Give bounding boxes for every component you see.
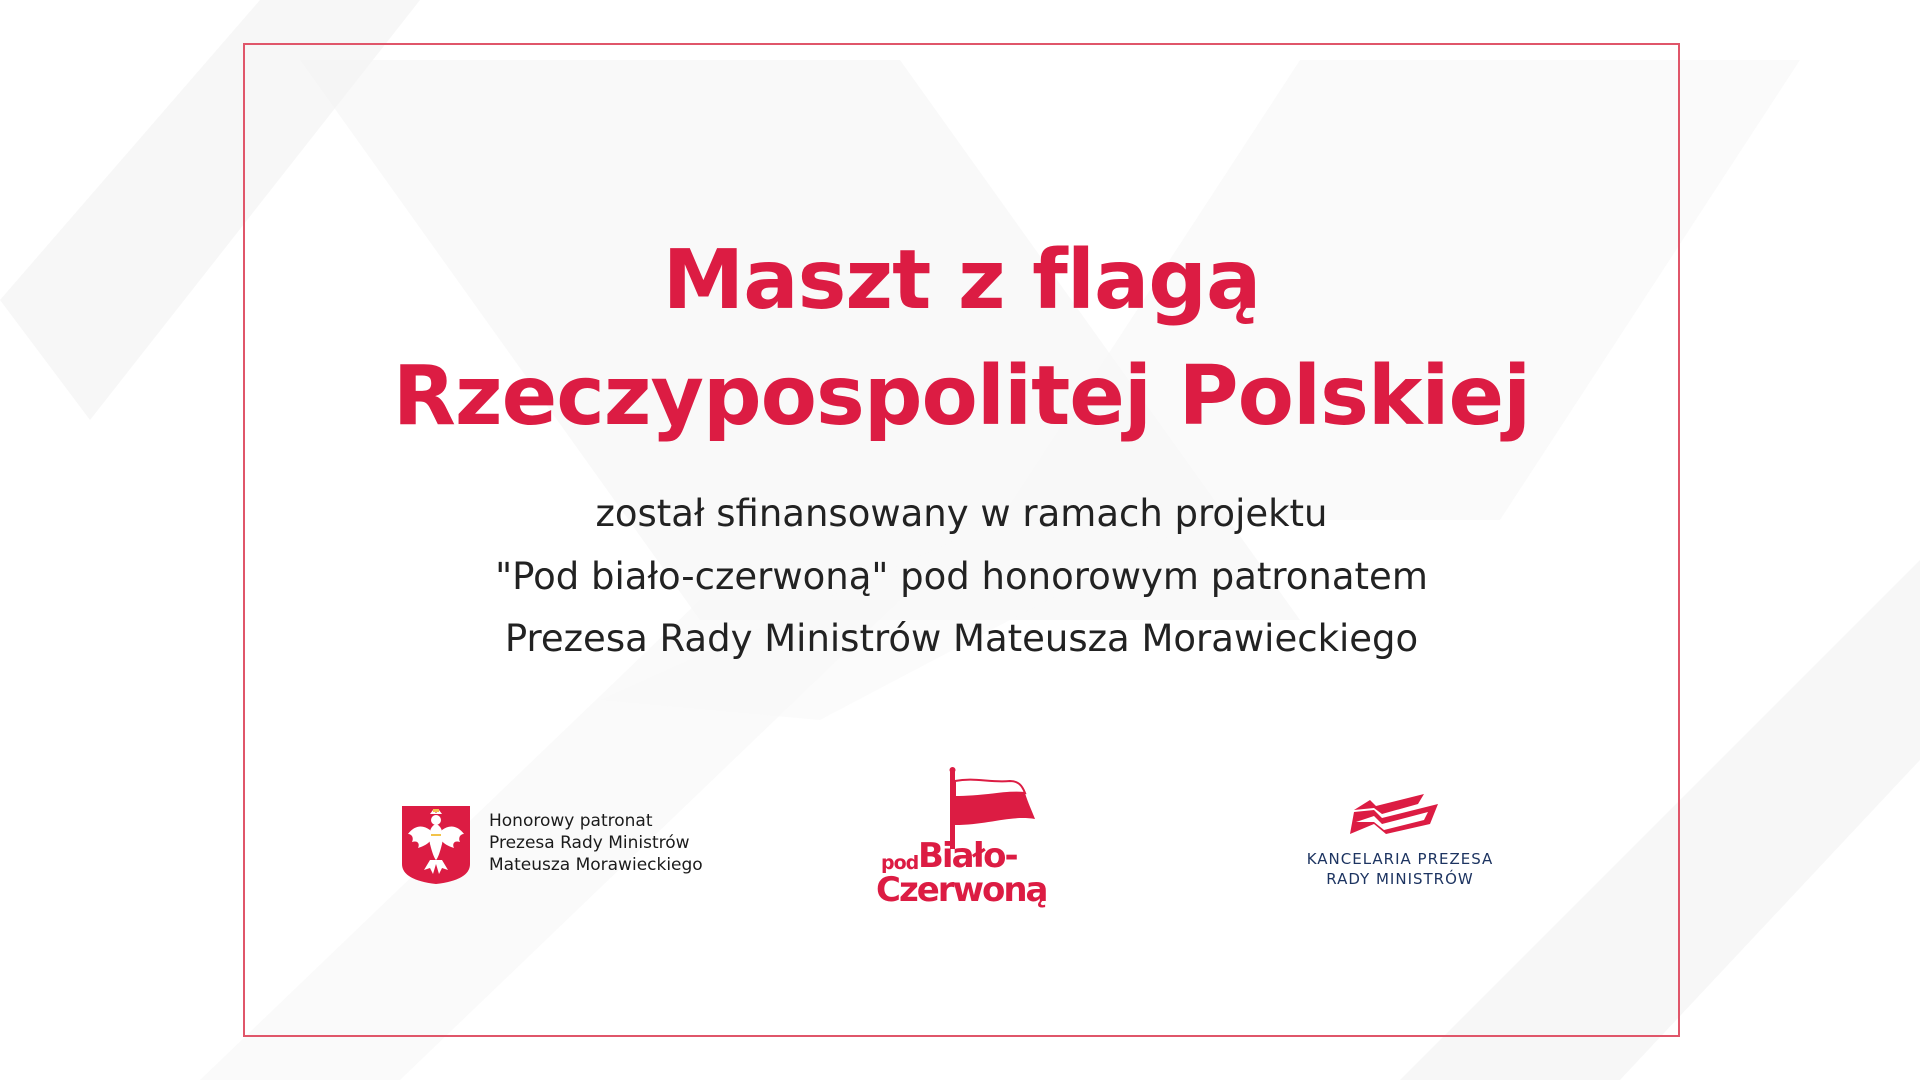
chancellery-line-1: KANCELARIA PREZESA xyxy=(1306,850,1494,868)
white-red-wave-icon xyxy=(1290,790,1510,846)
patronage-line-2: Prezesa Rady Ministrów xyxy=(489,833,690,853)
patronage-logo xyxy=(400,804,730,886)
patronage-line-1: Honorowy patronat xyxy=(489,811,653,831)
title-line-1: Maszt z flagą xyxy=(662,233,1261,328)
subtitle-line-2: "Pod biało-czerwoną" pod honorowym patronatem xyxy=(495,555,1428,598)
subtitle-line-1: został sfinansowany w ramach projektu xyxy=(595,492,1328,535)
chancellery-logo xyxy=(1290,790,1510,900)
project-logo-pod: pod xyxy=(881,852,919,874)
subtitle-line-3: Prezesa Rady Ministrów Mateusza Morawieckiego xyxy=(504,617,1419,660)
chancellery-line-2: RADY MINISTRÓW xyxy=(1326,870,1474,888)
patronage-line-3: Mateusza Morawieckiego xyxy=(489,855,703,875)
patronage-text xyxy=(489,810,749,876)
project-logo xyxy=(870,767,1070,917)
title-line-2: Rzeczypospolitej Polskiej xyxy=(392,349,1531,444)
polish-eagle-emblem-icon xyxy=(400,804,472,886)
project-logo-czerwona: Czerwoną xyxy=(876,870,1047,910)
project-logo-bialo: Biało- xyxy=(918,836,1017,876)
